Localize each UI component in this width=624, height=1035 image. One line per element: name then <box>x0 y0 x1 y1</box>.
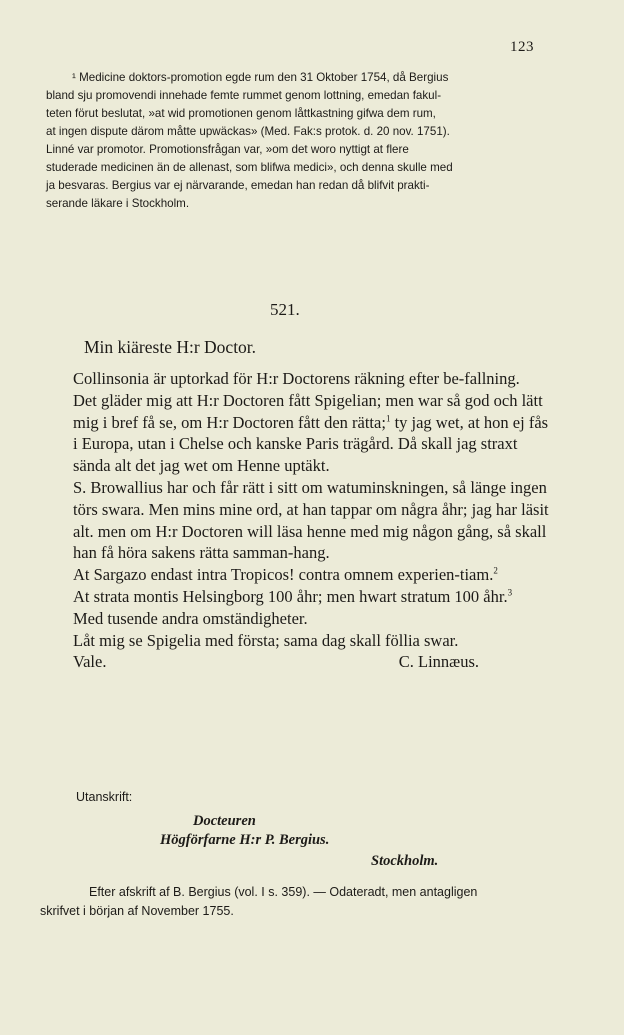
letter-paragraph: Låt mig se Spigelia med första; sama dag skall föllia swar. <box>73 630 459 650</box>
letter-paragraph-text: At strata montis Helsingborg 100 åhr; men hwart stratum 100 åhr. <box>73 586 508 606</box>
footnote-line: bland sju promovendi innehade femte rummet genom lottning, emedan fakul- <box>46 89 442 102</box>
letter-paragraph <box>73 586 552 608</box>
letter-paragraph: Med tusende andra omständigheter. <box>73 608 308 628</box>
address-label: Utanskrift: <box>76 790 133 804</box>
letter-paragraph-text: ty jag wet, at hon ej fås i Europa, utan i Chelse och kanske Paris trägård. Då skall jag straxt sända alt det jag wet om Henne uptäkt. <box>73 412 549 476</box>
footnote-ref: 2 <box>493 565 498 576</box>
letter-paragraph-text: At Sargazo endast intra Tropicos! contra omnem experien-tiam. <box>73 565 494 585</box>
footnote-line: at ingen dispute därom måtte upwäckas» (Med. Fak:s protok. d. 20 nov. 1751). <box>46 125 450 138</box>
letter-paragraph <box>73 390 552 477</box>
footnote-line: serande läkare i Stockholm. <box>46 197 190 210</box>
footnote-top <box>46 69 551 213</box>
address-line-1: Docteuren <box>193 813 256 829</box>
letter-paragraph <box>73 564 552 586</box>
letter-signature: C. Linnæus. <box>398 652 479 672</box>
footnote-line: studerade medicinen än de allenast, som blifwa medici», och denna skulle med <box>46 161 453 174</box>
footnote-line: ¹ Medicine doktors-promotion egde rum den 31 Oktober 1754, då Bergius <box>72 71 449 84</box>
address-line-3: Stockholm. <box>371 853 439 869</box>
footnote-line: teten förut beslutat, »at wid promotionen genom låttkastning gifwa dem rum, <box>46 107 436 120</box>
letter-paragraph: S. Browallius har och får rätt i sitt om watuminskningen, så länge ingen törs swara. Men mins mine ord, at han tappar om några åhr; jag har läsit alt. men om H:r Doctoren will läsa henne med mig någon gång, så skall han få höra sakens rätta samman-hang. <box>73 477 549 563</box>
footnote-ref: 1 <box>385 413 391 424</box>
footnote-line: ja besvaras. Bergius var ej närvarande, emedan han redan då blifvit prakti- <box>46 179 430 192</box>
letter-number: 521. <box>270 300 300 319</box>
address-line-2: Högförfarne H:r P. Bergius. <box>160 832 330 848</box>
letter-salutation: Min kiäreste H:r Doctor. <box>84 337 257 357</box>
letter-body <box>73 368 552 673</box>
letter-paragraph-text: Det gläder mig att H:r Doctoren fått Spigelian; men war så god och lätt mig i bref få se, om H:r Doctoren fått den rätta; <box>73 390 543 432</box>
source-note-line: Efter afskrift af B. Bergius (vol. I s. 359). — Odateradt, men antagligen <box>89 885 478 899</box>
closing-row <box>73 651 552 673</box>
source-note-line: skrifvet i början af November 1755. <box>40 904 234 918</box>
letter-closing: Vale. <box>73 652 107 672</box>
footnote-line: Linné var promotor. Promotionsfrågan var, »om det woro nyttigt at flere <box>46 143 409 156</box>
letter-paragraph: Collinsonia är uptorkad för H:r Doctorens räkning efter be-fallning. <box>73 369 520 388</box>
page-number: 123 <box>510 39 534 55</box>
footnote-ref: 3 <box>507 587 513 598</box>
source-note <box>40 883 552 921</box>
